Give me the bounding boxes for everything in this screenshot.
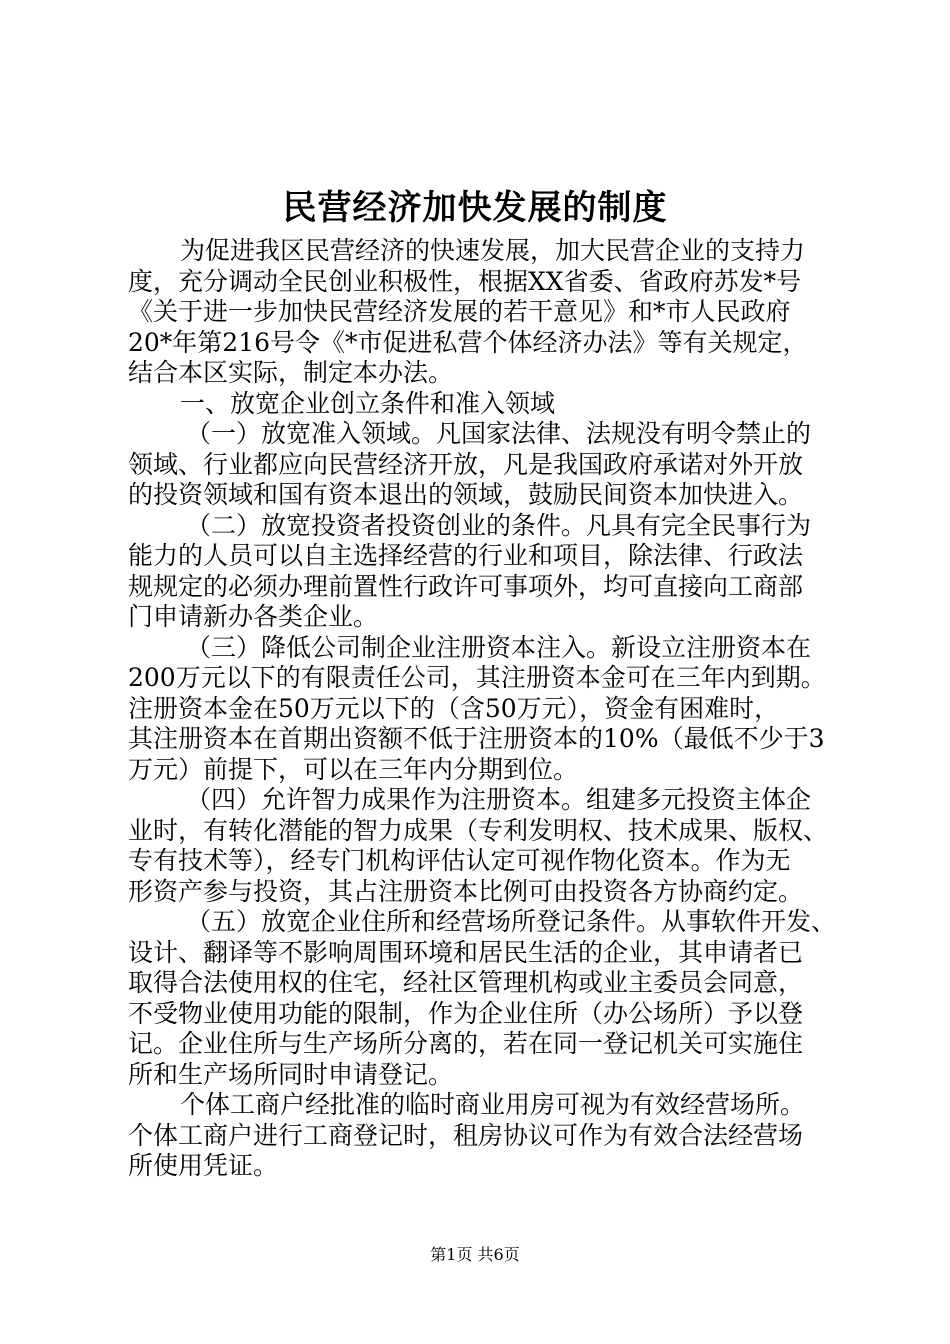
text-line: 注册资本金在50万元以下的（含50万元），资金有困难时， [128,693,780,723]
text-line: 《关于进一步加快民营经济发展的若干意见》和*市人民政府 [128,297,791,326]
text-line: 度，充分调动全民创业积极性，根据XX省委、省政府苏发*号 [128,266,802,296]
text-line: 不受物业使用功能的限制，作为企业住所（办公场所）予以登 [128,998,804,1028]
text-line: 个体工商户经批准的临时商业用房可视为有效经营场所。 [180,1090,806,1119]
text-line: 门申请新办各类企业。 [128,602,379,631]
document-title: 民营经济加快发展的制度 [282,188,668,228]
text-line: 专有技术等），经专门机构评估认定可视作物化资本。作为无 [128,846,791,875]
text-line: 万元）前提下，可以在三年内分期到位。 [128,754,579,784]
text-line: 形资产参与投资，其占注册资本比例可由投资各方协商约定。 [128,876,804,906]
text-line: 设计、翻译等不影响周围环境和居民生活的企业，其申请者已 [128,937,804,967]
text-line: 能力的人员可以自主选择经营的行业和项目，除法律、行政法 [128,541,804,570]
text-line: 规规定的必须办理前置性行政许可事项外，均可直接向工商部 [128,571,804,601]
text-line: （三）降低公司制企业注册资本注入。新设立注册资本在 [186,632,812,662]
text-line: （一）放宽准入领域。凡国家法律、法规没有明令禁止的 [186,419,812,448]
text-line: 所和生产场所同时申请登记。 [128,1059,454,1089]
text-line: （五）放宽企业住所和经营场所登记条件。从事软件开发、 [186,907,837,936]
section-heading: 一、放宽企业创立条件和准入领域 [180,388,556,418]
text-line: 记。企业住所与生产场所分离的，若在同一登记机关可实施住 [128,1029,804,1058]
text-line: 的投资领域和国有资本退出的领域，鼓励民间资本加快进入。 [128,480,804,509]
text-line: 其注册资本在首期出资额不低于注册资本的10%（最低不少于3 [128,724,825,753]
text-line: 个体工商户进行工商登记时，租房协议可作为有效合法经营场 [128,1120,804,1150]
page-number-footer: 第1页 共6页 [430,1245,520,1264]
text-line: 200万元以下的有限责任公司，其注册资本金可在三年内到期。 [128,663,826,692]
text-line: 为促进我区民营经济的快速发展，加大民营企业的支持力 [180,236,806,265]
text-line: （四）允许智力成果作为注册资本。组建多元投资主体企 [186,785,812,814]
text-line: 结合本区实际，制定本办法。 [128,358,454,387]
document-body [128,236,848,1182]
text-line: 领域、行业都应向民营经济开放，凡是我国政府承诺对外开放 [128,449,804,479]
text-line: 业时，有转化潜能的智力成果（专利发明权、技术成果、版权、 [128,815,829,845]
text-line: 取得合法使用权的住宅，经社区管理机构或业主委员会同意， [128,968,804,997]
text-line: （二）放宽投资者投资创业的条件。凡具有完全民事行为 [186,510,812,540]
text-line: 所使用凭证。 [128,1151,279,1180]
text-line: 20*年第216号令《*市促进私营个体经济办法》等有关规定， [128,327,808,357]
